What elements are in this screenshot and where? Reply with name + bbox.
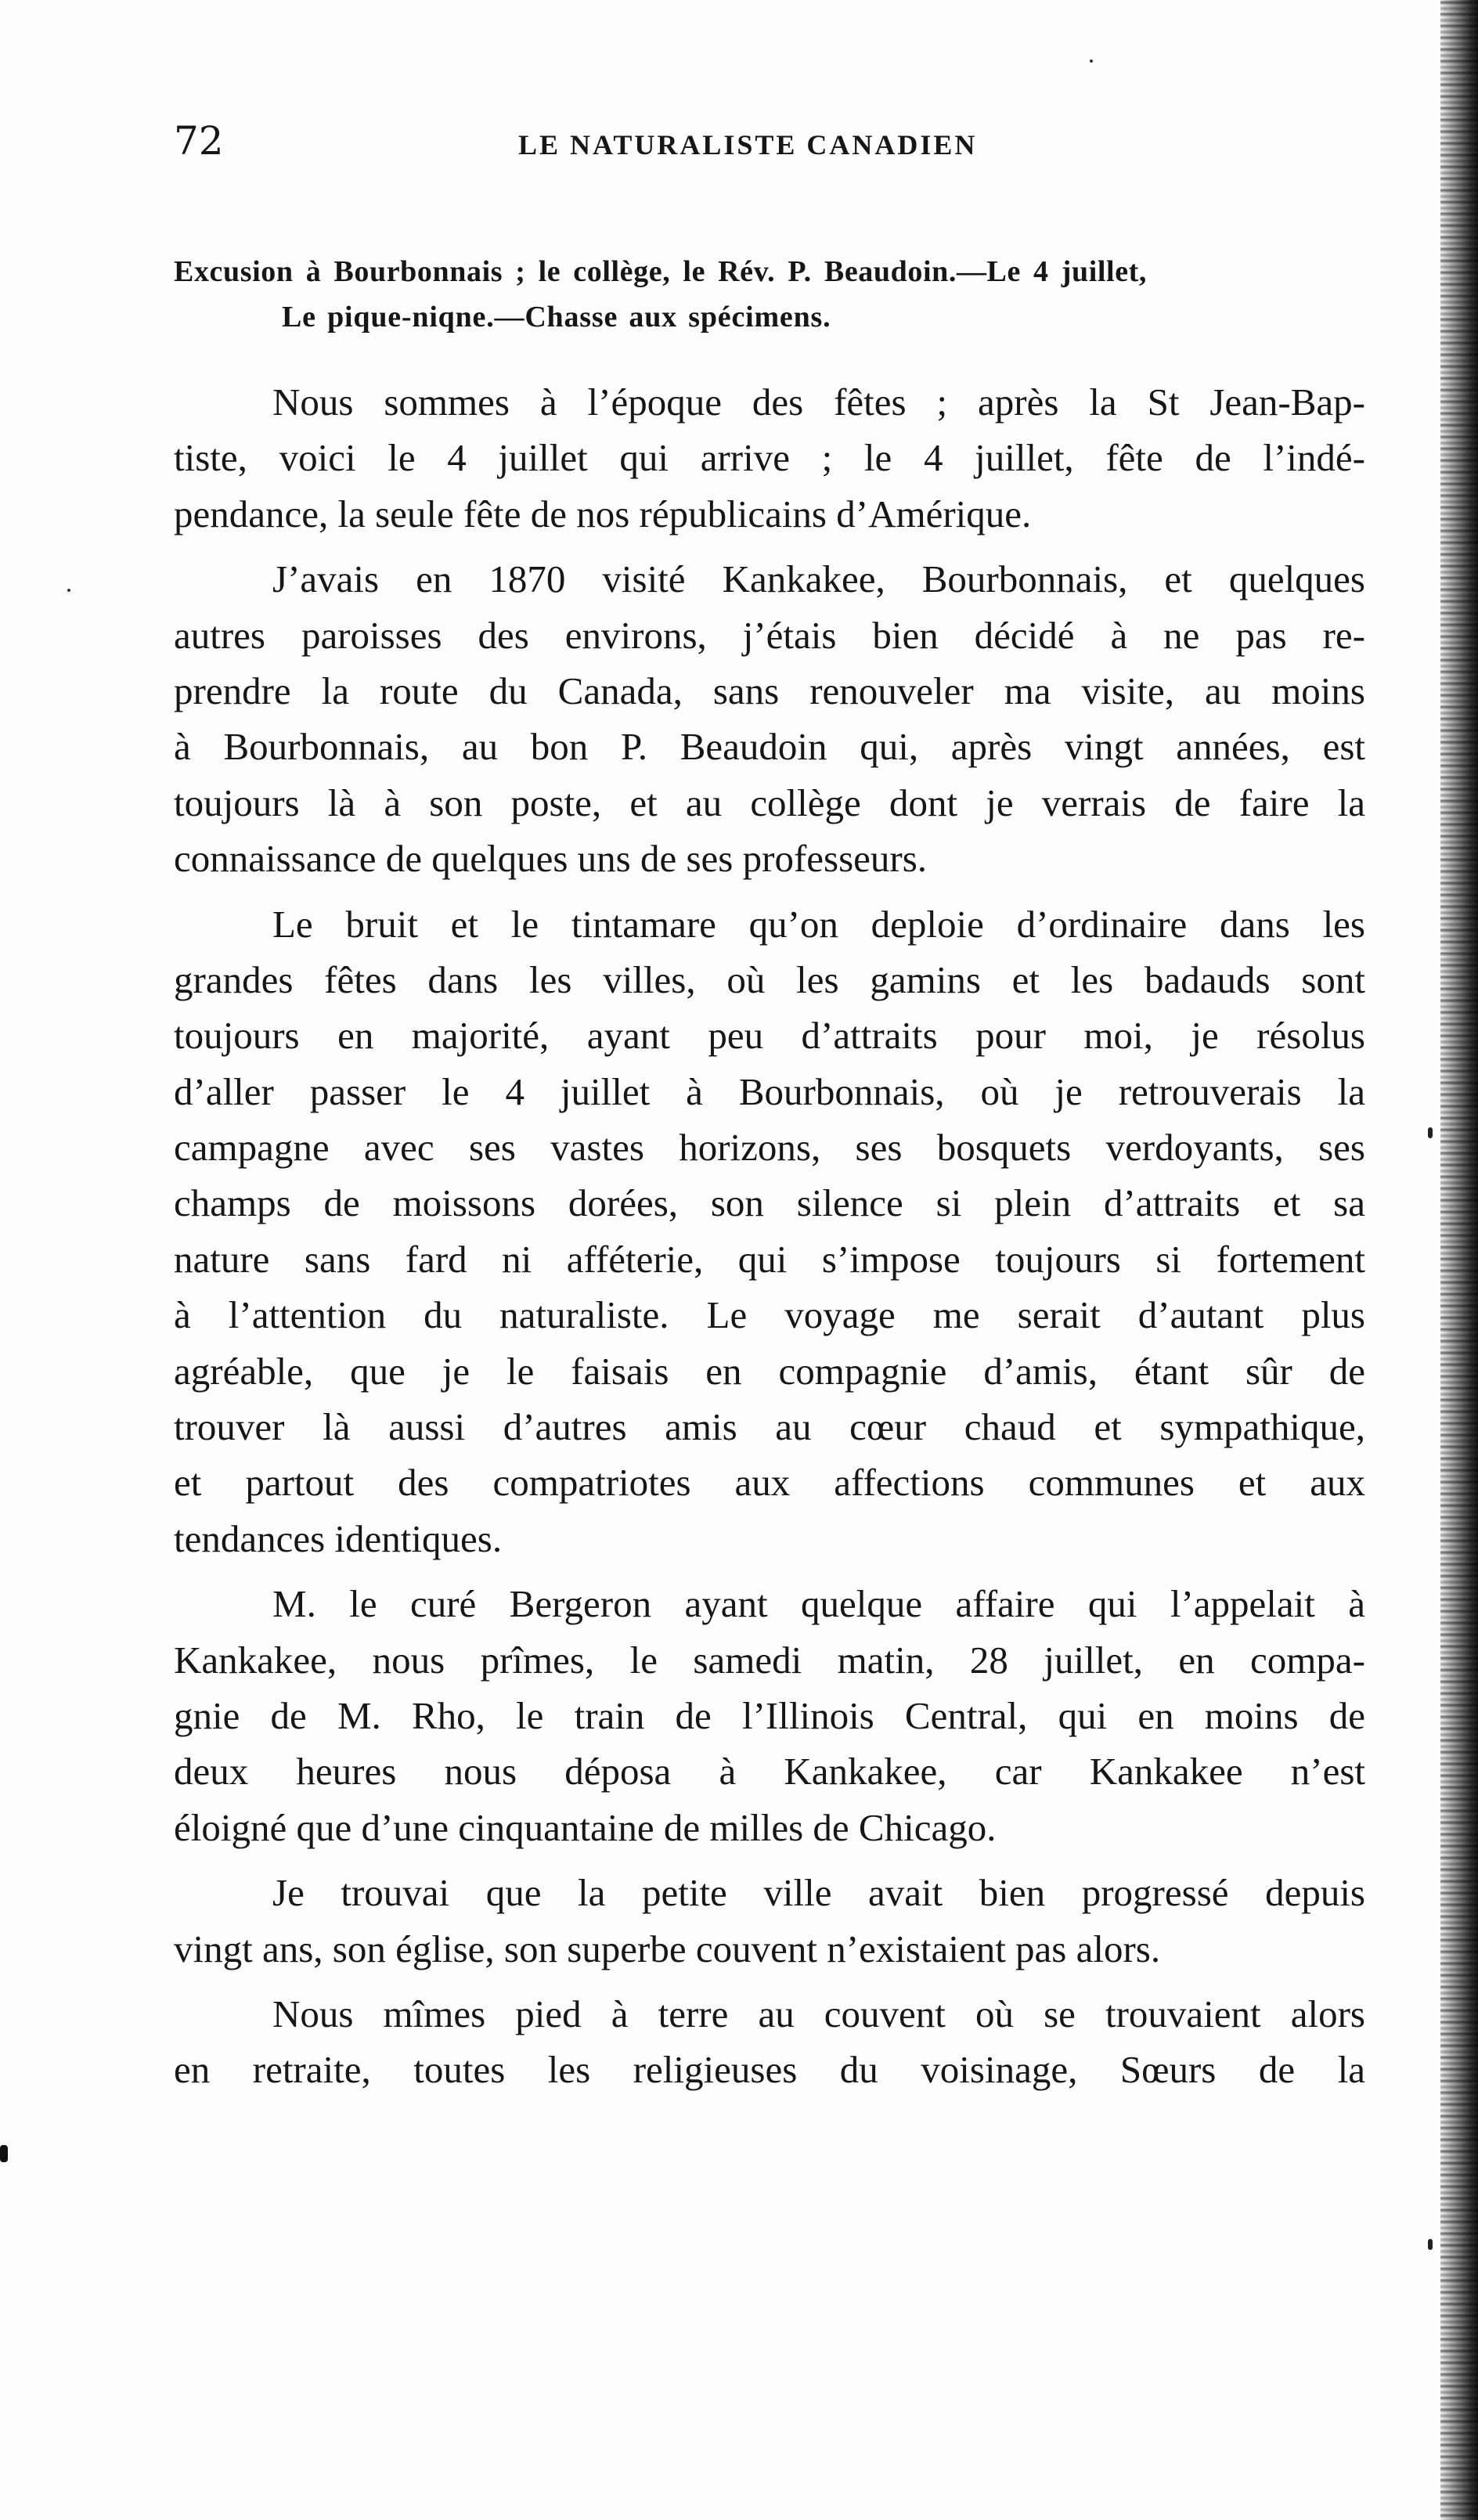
text-line: pendance, la seule fête de nos républicains d’Amérique. — [174, 492, 1032, 535]
text-line: campagne avec ses vastes horizons, ses bosquets verdoyants, ses — [174, 1126, 1365, 1170]
paragraph — [174, 1986, 1365, 2098]
text-line: éloigné que d’une cinquantaine de milles de Chicago. — [174, 1805, 997, 1849]
text-line: deux heures nous déposa à Kankakee, car Kankakee n’est — [174, 1750, 1365, 1794]
page-edge-shadow — [1440, 0, 1478, 2520]
text-line: Nous sommes à l’époque des fêtes ; après la St Jean-Bap- — [272, 380, 1365, 424]
text-line: à Bourbonnais, au bon P. Beaudoin qui, après vingt années, est — [174, 725, 1365, 769]
text-line: d’aller passer le 4 juillet à Bourbonnais, où je retrouverais la — [174, 1069, 1365, 1113]
text-line: Nous mîmes pied à terre au couvent où se trouvaient alors — [272, 1992, 1365, 2035]
text-line: trouver là aussi d’autres amis au cœur chaud et sympathique, — [174, 1405, 1365, 1449]
text-line: en retraite, toutes les religieuses du voisinage, Sœurs de la — [174, 2048, 1365, 2092]
chapter-summary — [174, 249, 1372, 340]
text-line: Je trouvai que la petite ville avait bien progressé depuis — [272, 1871, 1365, 1915]
text-line: à l’attention du naturaliste. Le voyage me serait d’autant plus — [174, 1293, 1365, 1337]
text-line: prendre la route du Canada, sans renouveler ma visite, au moins — [174, 669, 1365, 712]
text-line: tiste, voici le 4 juillet qui arrive ; le 4 juillet, fête de l’indé- — [174, 436, 1365, 480]
text-line: connaissance de quelques uns de ses professeurs. — [174, 837, 928, 881]
text-line: nature sans fard ni afféterie, qui s’impose toujours si fortement — [174, 1237, 1365, 1281]
running-title: LE NATURALISTE CANADIEN — [518, 129, 978, 160]
paragraph — [174, 1576, 1365, 1855]
summary-line: Excusion à Bourbonnais ; le collège, le Rév. P. Beaudoin.—Le 4 juillet, — [174, 255, 1148, 288]
page-number: 72 — [174, 118, 224, 164]
ink-speck — [0, 2145, 8, 2162]
body-text — [174, 374, 1365, 2107]
page-header — [174, 117, 1364, 180]
ink-speck — [1428, 1127, 1433, 1138]
text-line: J’avais en 1870 visité Kankakee, Bourbonnais, et quelques — [272, 557, 1365, 601]
text-line: et partout des compatriotes aux affections communes et aux — [174, 1461, 1365, 1505]
summary-line: Le pique-niqne.—Chasse aux spécimens. — [282, 301, 831, 333]
text-line: gnie de M. Rho, le train de l’Illinois Central, qui en moins de — [174, 1693, 1365, 1737]
text-line: toujours en majorité, ayant peu d’attraits pour moi, je résolus — [174, 1014, 1365, 1058]
text-line: tendances identiques. — [174, 1516, 503, 1560]
text-line: Kankakee, nous prîmes, le samedi matin, 28 juillet, en compa- — [174, 1638, 1365, 1682]
text-line: Le bruit et le tintamare qu’on deploie d’ordinaire dans les — [272, 902, 1365, 946]
text-line: grandes fêtes dans les villes, où les gamins et les badauds sont — [174, 957, 1365, 1001]
paragraph — [174, 551, 1365, 886]
ink-speck — [1428, 2239, 1433, 2250]
text-line: autres paroisses des environs, j’étais bien décidé à ne pas re- — [174, 613, 1365, 657]
ink-dot — [67, 589, 70, 592]
paragraph — [174, 1865, 1365, 1977]
text-line: champs de moissons dorées, son silence si plein d’attraits et sa — [174, 1181, 1365, 1225]
text-line: agréable, que je le faisais en compagnie d’amis, étant sûr de — [174, 1349, 1365, 1393]
paragraph — [174, 896, 1365, 1567]
text-line: vingt ans, son église, son superbe couvent n’existaient pas alors. — [174, 1927, 1161, 1970]
ink-dot — [1090, 59, 1093, 63]
text-line: M. le curé Bergeron ayant quelque affaire qui l’appelait à — [272, 1582, 1365, 1626]
paragraph — [174, 374, 1365, 542]
text-line: toujours là à son poste, et au collège dont je verrais de faire la — [174, 781, 1365, 824]
